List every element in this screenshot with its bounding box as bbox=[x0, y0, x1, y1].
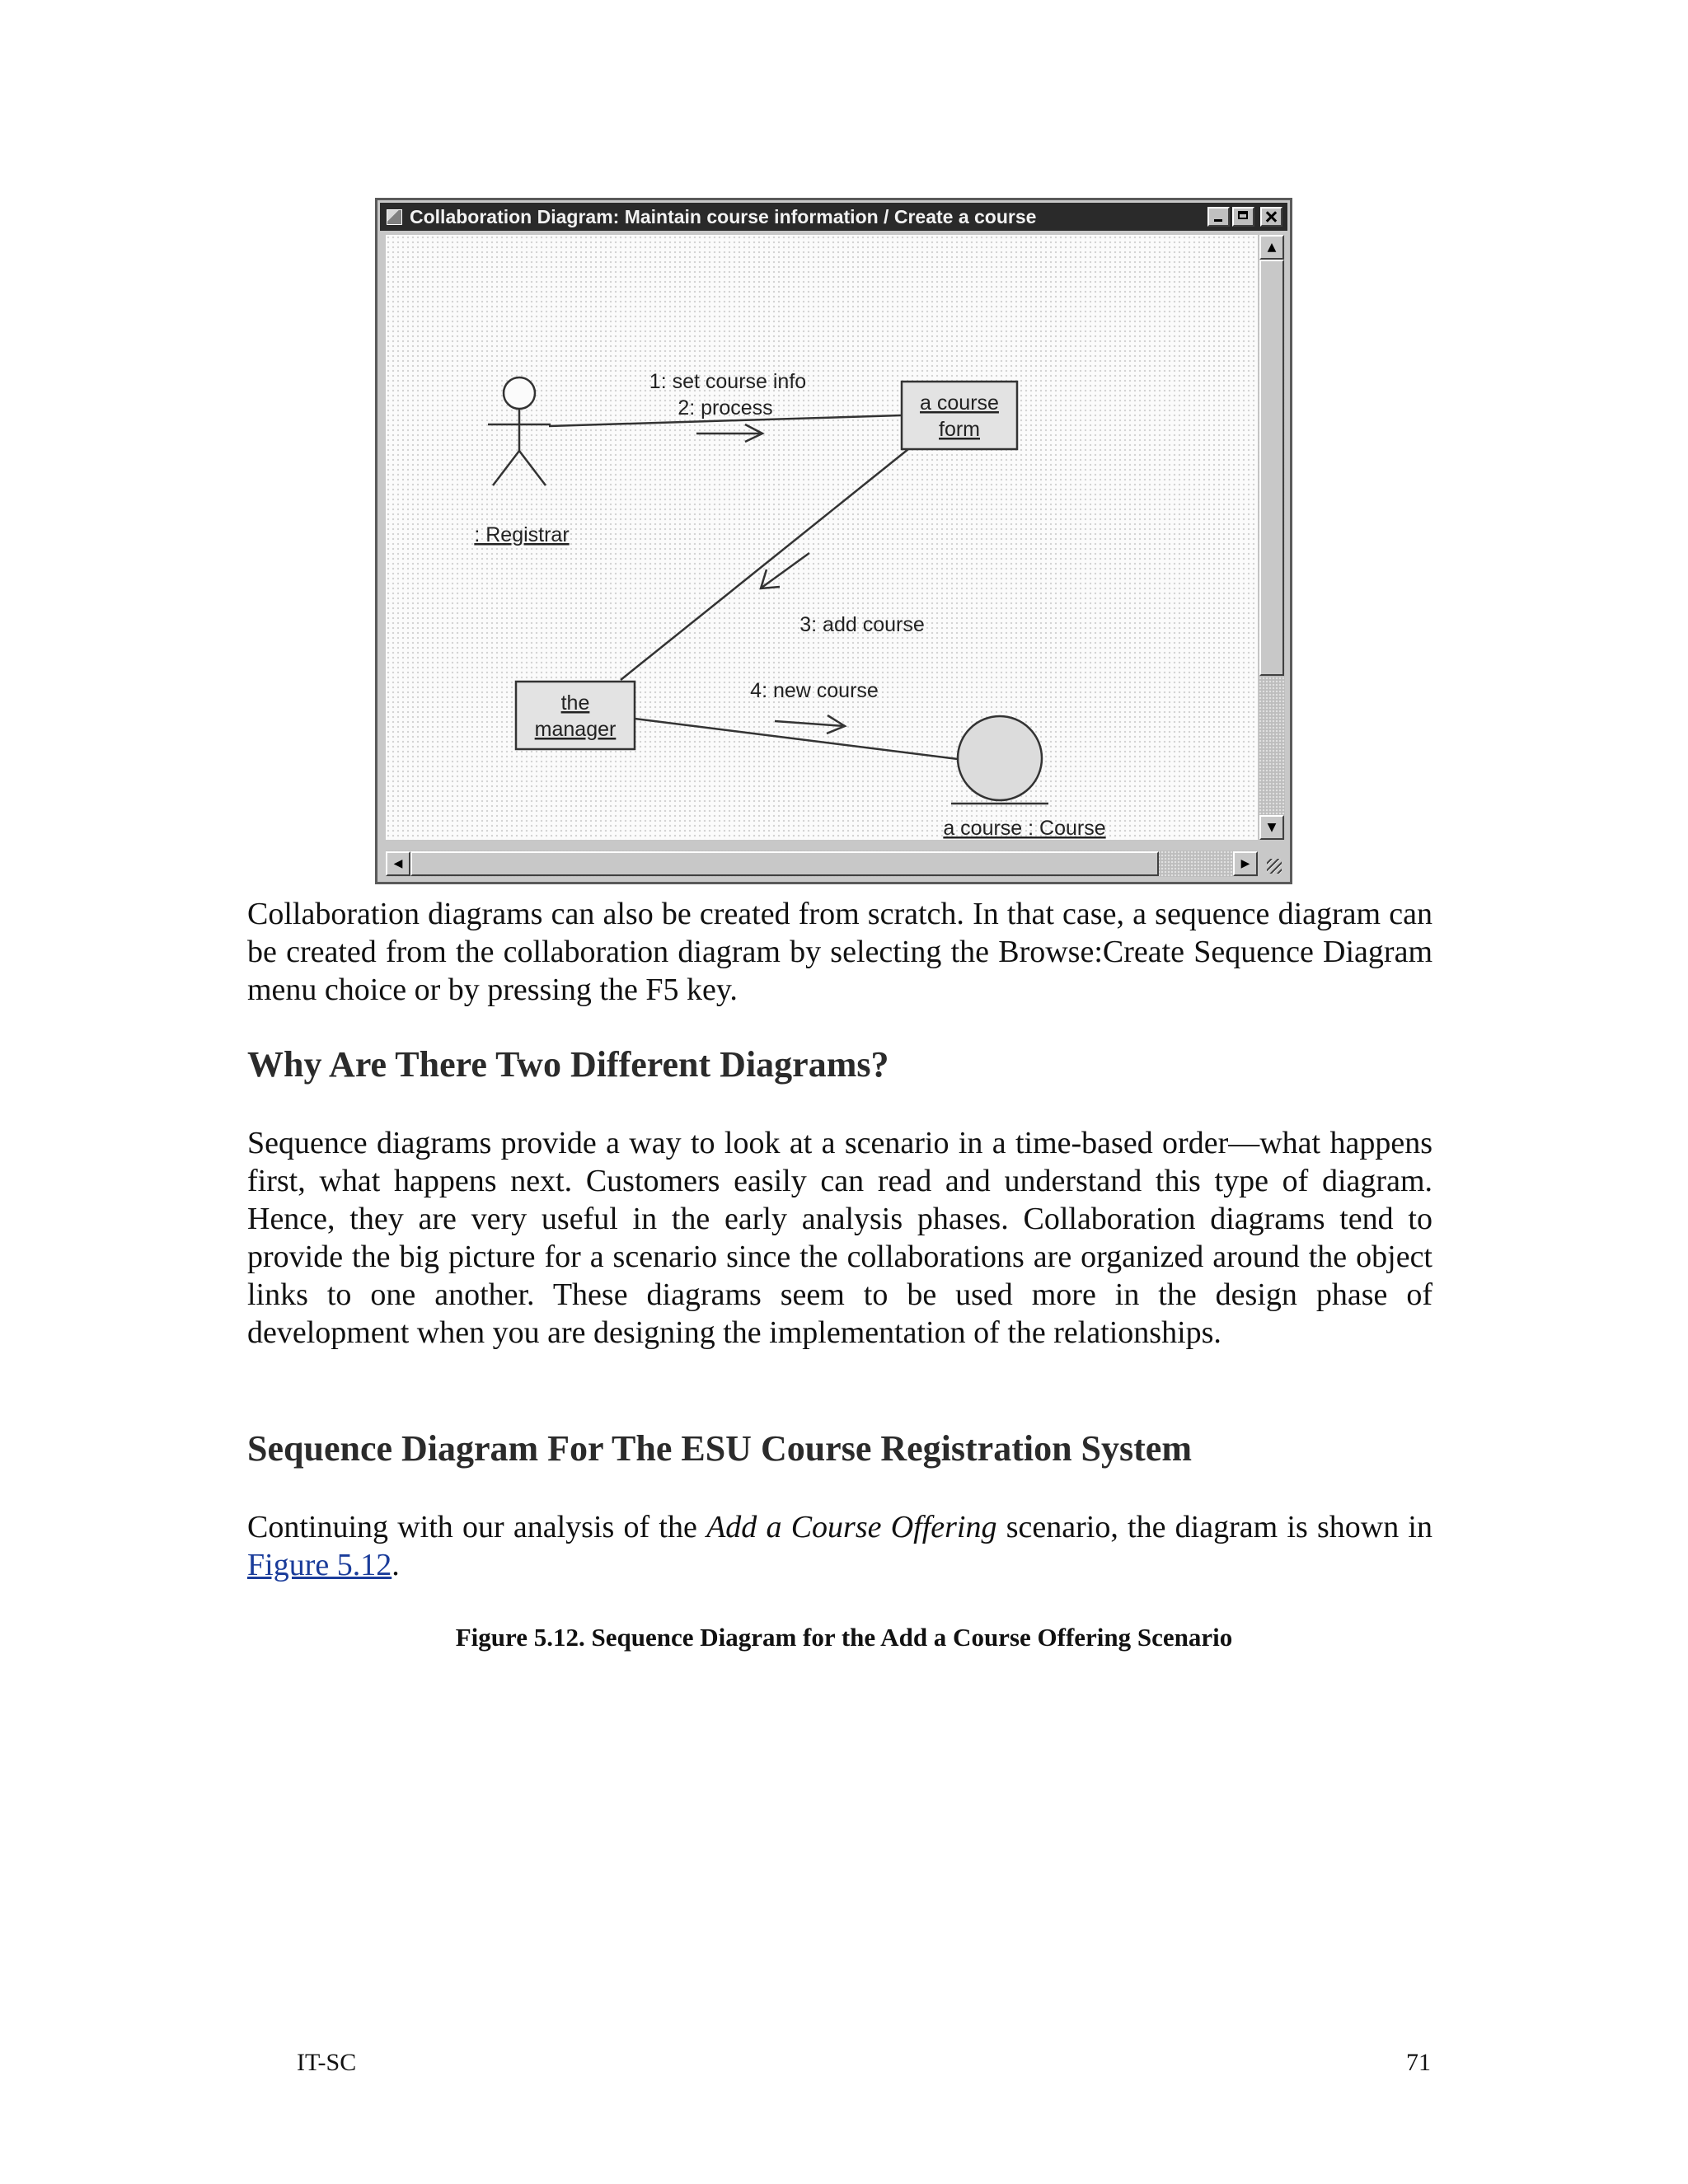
message-1-label: 1: set course info bbox=[649, 370, 807, 393]
manager-line1: the bbox=[560, 691, 590, 715]
manager-line2: manager bbox=[534, 718, 617, 741]
scenario-name: Add a Course Offering bbox=[706, 1510, 997, 1544]
course-entity-icon[interactable] bbox=[951, 716, 1048, 804]
minimize-button[interactable] bbox=[1207, 207, 1230, 227]
vertical-scroll-thumb[interactable] bbox=[1259, 260, 1284, 676]
course-form-line1: a course bbox=[920, 391, 999, 415]
close-button[interactable] bbox=[1260, 207, 1282, 227]
horizontal-scroll-thumb[interactable] bbox=[410, 851, 1159, 876]
footer-source: IT-SC bbox=[297, 2049, 357, 2076]
window-titlebar[interactable] bbox=[380, 203, 1287, 231]
collaboration-diagram-window bbox=[375, 198, 1292, 884]
para3-text-after: . bbox=[392, 1548, 400, 1582]
paragraph-collaboration-from-scratch: Collaboration diagrams can also be created from scratch. In that case, a sequence diagram can be created from the collaboration diagram by selecting the Browse:Create Sequence Diagram menu choice or by pressing the F5 key. bbox=[247, 897, 1432, 1007]
maximize-button[interactable] bbox=[1232, 207, 1254, 227]
arrow-right-icon bbox=[775, 715, 845, 733]
arrow-right-icon bbox=[696, 424, 762, 442]
link-form-manager bbox=[621, 446, 912, 680]
diagram-canvas[interactable] bbox=[386, 235, 1258, 840]
scroll-right-button[interactable]: ▶ bbox=[1233, 851, 1258, 876]
scroll-down-button[interactable]: ▼ bbox=[1259, 815, 1284, 840]
message-2-label: 2: process bbox=[678, 396, 773, 419]
heading-sequence-diagram-esu: Sequence Diagram For The ESU Course Registration System bbox=[247, 1428, 1192, 1469]
figure-caption: Figure 5.12. Sequence Diagram for the Add a Course Offering Scenario bbox=[455, 1623, 1233, 1652]
arrow-down-left-icon bbox=[761, 553, 809, 588]
course-entity-label: a course : Course bbox=[943, 817, 1106, 840]
collaboration-diagram bbox=[386, 235, 1258, 840]
para3-text-middle: scenario, the diagram is shown in bbox=[996, 1510, 1432, 1544]
message-3-label: 3: add course bbox=[799, 613, 925, 636]
link-manager-course bbox=[628, 718, 964, 760]
figure-5-12-link[interactable]: Figure 5.12 bbox=[247, 1548, 392, 1582]
resize-grip-icon[interactable] bbox=[1259, 851, 1285, 877]
window-system-icon[interactable] bbox=[387, 209, 402, 225]
horizontal-scrollbar[interactable] bbox=[386, 851, 1258, 877]
paragraph-add-course-offering bbox=[247, 1508, 1432, 1584]
registrar-actor-label: : Registrar bbox=[474, 523, 570, 546]
scroll-up-button[interactable]: ▲ bbox=[1259, 235, 1284, 260]
registrar-actor-icon bbox=[488, 377, 551, 485]
page-number: 71 bbox=[1406, 2049, 1431, 2076]
heading-why-two-diagrams: Why Are There Two Different Diagrams? bbox=[247, 1044, 889, 1085]
window-title: Collaboration Diagram: Maintain course information / Create a course bbox=[410, 206, 1037, 227]
para3-text-before: Continuing with our analysis of the bbox=[247, 1510, 707, 1544]
course-form-line2: form bbox=[939, 418, 980, 441]
vertical-scrollbar[interactable] bbox=[1259, 235, 1285, 840]
message-4-label: 4: new course bbox=[750, 679, 879, 702]
paragraph-diagram-comparison: Sequence diagrams provide a way to look at a scenario in a time-based order—what happens first, what happens next. Customers easily can read and understand this type of diagram. Hence, they are very useful in the early analysis phases. Collaboration diagrams tend to provide the big picture for a scenario since the collaborations are organized around the object links to one another. These diagrams seem to be used more in the design phase of development when you are designing the implementation of the relationships. bbox=[247, 1126, 1432, 1350]
scroll-left-button[interactable]: ◀ bbox=[386, 851, 410, 876]
